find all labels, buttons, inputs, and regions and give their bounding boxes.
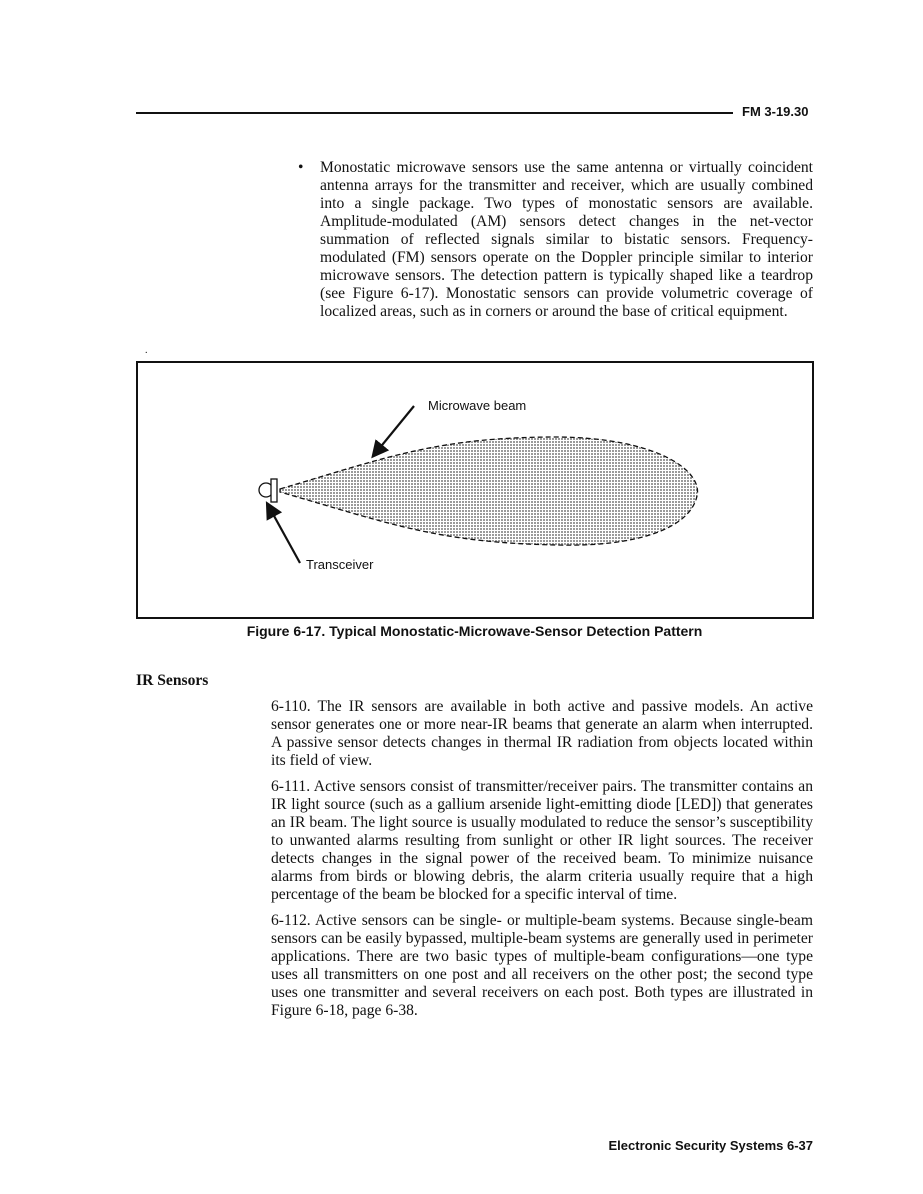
document-id: FM 3-19.30 <box>742 104 809 119</box>
transceiver-antenna-icon <box>271 479 277 502</box>
paragraph-6-110: 6-110. The IR sensors are available in both active and passive models. An active sensor generates one or more near-IR beams that generate an alarm when interrupted. A passive sensor detects changes in thermal IR radiation from objects located within its field of view. <box>271 698 813 769</box>
paragraph-6-111: 6-111. Active sensors consist of transmitter/receiver pairs. The transmitter contains an IR light source (such as a gallium arsenide light-emitting diode [LED]) that generates an IR beam. The light source is usually modulated to reduce the sensor’s susceptibility to unwanted alarms resulting from sunlight or other IR light sources. The receiver detects changes in the signal power of the received beam. To minimize nuisance alarms from birds or blowing debris, the alarm criteria usually require that a high percentage of the beam be blocked for a specific interval of time. <box>271 778 813 903</box>
transceiver-arrow <box>268 505 300 563</box>
stray-mark: . <box>145 345 148 356</box>
page-footer: Electronic Security Systems 6-37 <box>608 1138 813 1153</box>
paragraph-6-112: 6-112. Active sensors can be single- or multiple-beam systems. Because single-beam sensors can be easily bypassed, multiple-beam systems are generally used in perimeter applications. There are two basic types of multiple-beam configurations—one type uses all transmitters on one post and all receivers on the other post; the second type uses one transmitter and several receivers on each post. Both types are illustrated in Figure 6-18, page 6-38. <box>271 912 813 1019</box>
bullet-paragraph: Monostatic microwave sensors use the same antenna or virtually coincident antenna arrays for the transmitter and receiver, which are usually combined into a single package. Two types of monostatic sensors are available. Amplitude-modulated (AM) sensors detect changes in the net-vector summation of reflected signals similar to bistatic sensors. Frequency-modulated (FM) sensors operate on the Doppler principle similar to interior microwave sensors. The detection pattern is typically shaped like a teardrop (see Figure 6-17). Monostatic sensors can provide volumetric coverage of localized areas, such as in corners or around the base of critical equipment. <box>320 159 813 320</box>
bullet-symbol: • <box>298 159 304 176</box>
microwave-beam-teardrop <box>280 437 698 545</box>
section-heading: IR Sensors <box>136 672 209 689</box>
section-body <box>271 698 813 1028</box>
figure-6-17 <box>136 361 814 619</box>
transceiver-label: Transceiver <box>306 557 374 572</box>
beam-arrow <box>374 406 414 455</box>
header-rule <box>136 112 733 114</box>
microwave-beam-label: Microwave beam <box>428 398 527 413</box>
figure-caption: Figure 6-17. Typical Monostatic-Microwave-Sensor Detection Pattern <box>246 623 703 639</box>
